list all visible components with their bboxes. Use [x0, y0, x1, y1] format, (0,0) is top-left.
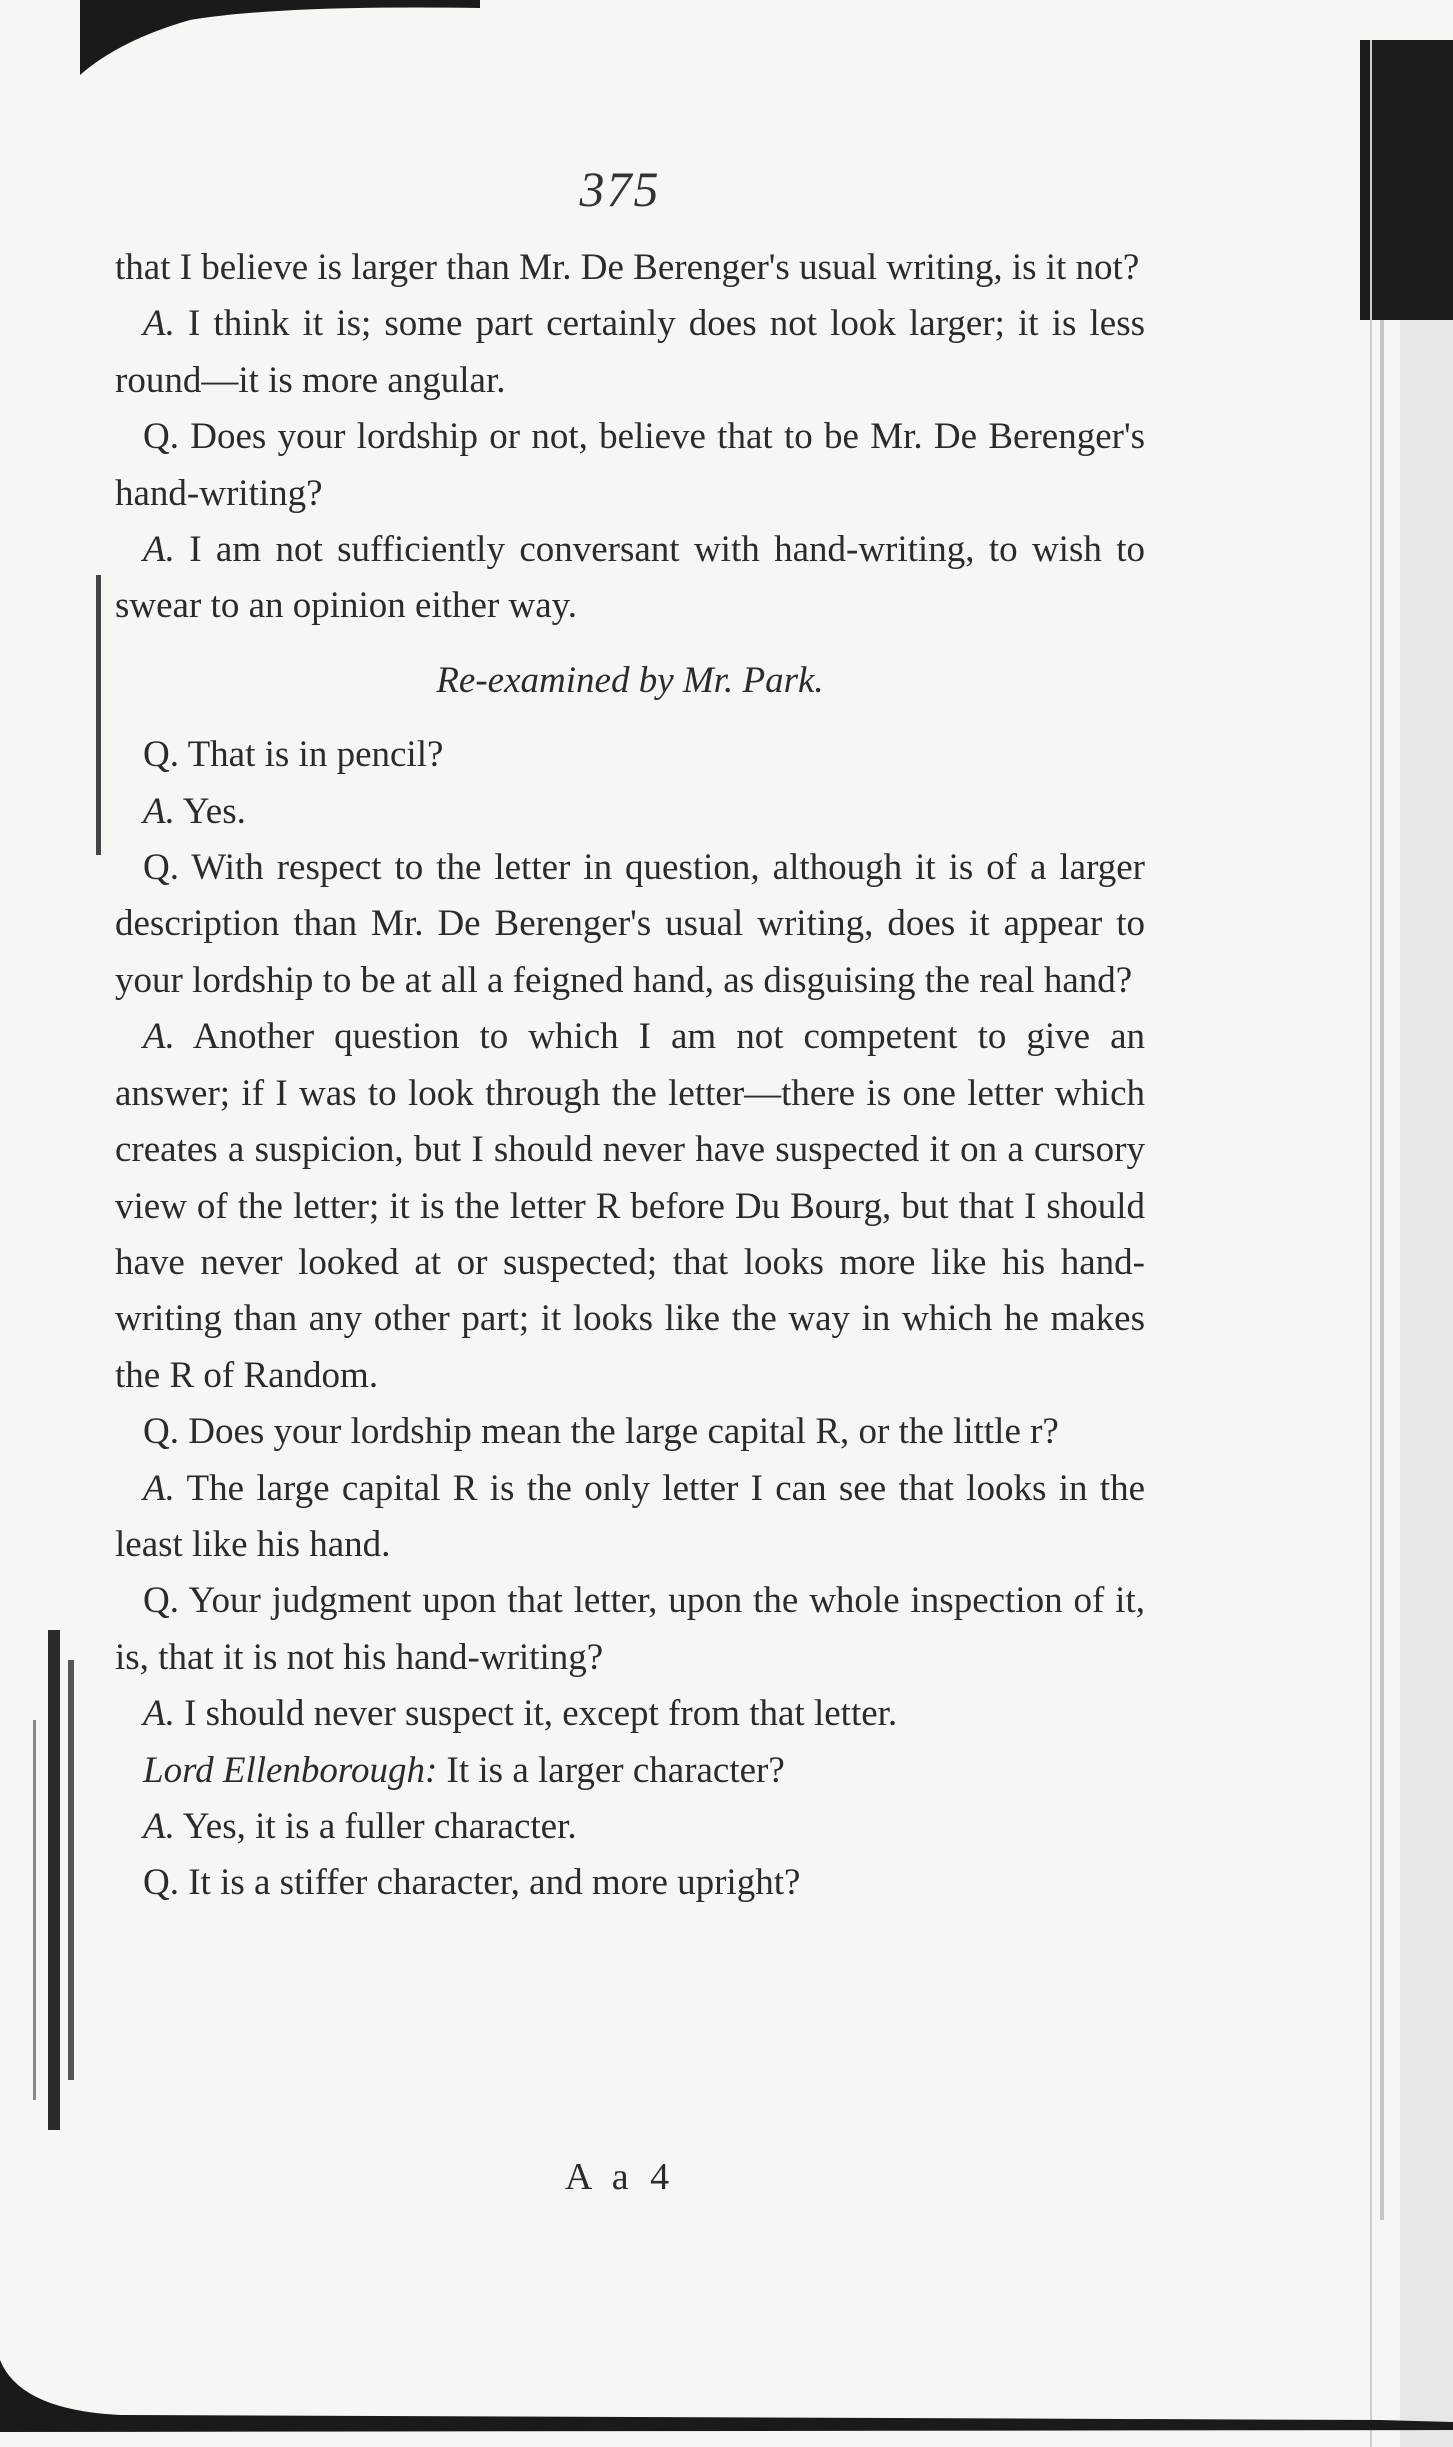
page-body — [115, 240, 1145, 1912]
paragraph-text: that I believe is larger than Mr. De Berenger's usual writing, is it not? — [115, 247, 1140, 288]
paragraph-text: I should never suspect it, except from that letter. — [184, 1693, 898, 1735]
scan-left-margin-mark-icon — [88, 575, 118, 865]
paragraph-text: It is a stiffer character, and more upright? — [188, 1862, 801, 1904]
scan-corner-mark-icon — [80, 0, 480, 80]
section-heading: Re-examined by Mr. Park. — [436, 659, 824, 701]
question-paragraph — [115, 1855, 1145, 1911]
paragraph-text: That is in pencil? — [187, 734, 444, 776]
paragraph-text: The large capital R is the only letter I can see that looks in the least like his hand. — [115, 1467, 1145, 1565]
paragraph-text: It is a larger character? — [446, 1749, 785, 1791]
answer-paragraph — [115, 1461, 1145, 1574]
paragraph-text: Yes, it is a fuller character. — [182, 1805, 577, 1847]
answer-paragraph — [115, 296, 1145, 409]
speaker-label: Q. — [143, 416, 179, 458]
speaker-label: A. — [143, 529, 175, 571]
speaker-label: A. — [143, 1693, 175, 1735]
speaker-label: Q. — [143, 1411, 179, 1453]
speaker-label: A. — [143, 790, 175, 832]
speaker-label: Q. — [143, 1580, 179, 1622]
paragraph-text: Does your lordship or not, believe that to be Mr. De Berenger's hand-writing? — [115, 416, 1146, 514]
answer-paragraph — [115, 1686, 1145, 1742]
question-paragraph — [115, 840, 1145, 1009]
answer-paragraph — [115, 1009, 1145, 1404]
question-paragraph — [115, 1573, 1145, 1686]
answer-paragraph — [115, 1799, 1145, 1855]
speaker-label: A. — [143, 1805, 175, 1847]
speaker-label: Q. — [143, 847, 179, 889]
paragraph-text: With respect to the letter in question, although it is of a larger description than Mr. De Berenger's usual writing, does it appear to your lordship to be at all a feigned hand, as disguising the real hand? — [115, 847, 1145, 1001]
paragraph-text: I think it is; some part certainly does not look larger; it is less round—it is more angular. — [115, 303, 1146, 401]
speaker-label: Q. — [143, 1862, 179, 1904]
speaker-label: A. — [143, 303, 175, 345]
speaker-label: Q. — [143, 734, 179, 776]
paragraph-text: Does your lordship mean the large capital R, or the little r? — [188, 1411, 1059, 1453]
question-paragraph — [115, 1404, 1145, 1460]
signature-mark: A a 4 — [564, 2156, 676, 2198]
question-paragraph — [115, 409, 1145, 522]
scan-bottom-edge-icon — [0, 2340, 1453, 2447]
judge-paragraph — [115, 1743, 1145, 1799]
page-number: 375 — [579, 161, 661, 217]
paragraph-continuation — [115, 240, 1145, 296]
speaker-label: A. — [143, 1467, 175, 1509]
speaker-label: A. — [143, 1016, 175, 1058]
paragraph-text: Yes. — [182, 790, 246, 832]
paragraph-text: Another question to which I am not competent to give an answer; if I was to look through the letter—there is one letter which creates a suspicion, but I should never have suspected it on a cursory view of the letter; it is the letter R before Du Bourg, but that I should have never looked at or suspected; that looks more like his hand-writing than any other part; it looks like the way in which he makes the R of Random. — [115, 1016, 1145, 1396]
paragraph-text: Your judgment upon that letter, upon the whole inspection of it, is, that it is not his hand-writing? — [115, 1580, 1145, 1678]
answer-paragraph — [115, 522, 1145, 635]
paragraph-text: I am not sufficiently conversant with hand-writing, to wish to swear to an opinion either way. — [115, 529, 1146, 627]
scan-right-edge-shadow-icon — [1340, 40, 1453, 2447]
speaker-label: Lord Ellenborough: — [143, 1749, 438, 1791]
answer-paragraph — [115, 784, 1145, 840]
question-paragraph — [115, 727, 1145, 783]
scan-left-smudge-icon — [18, 1600, 98, 2160]
